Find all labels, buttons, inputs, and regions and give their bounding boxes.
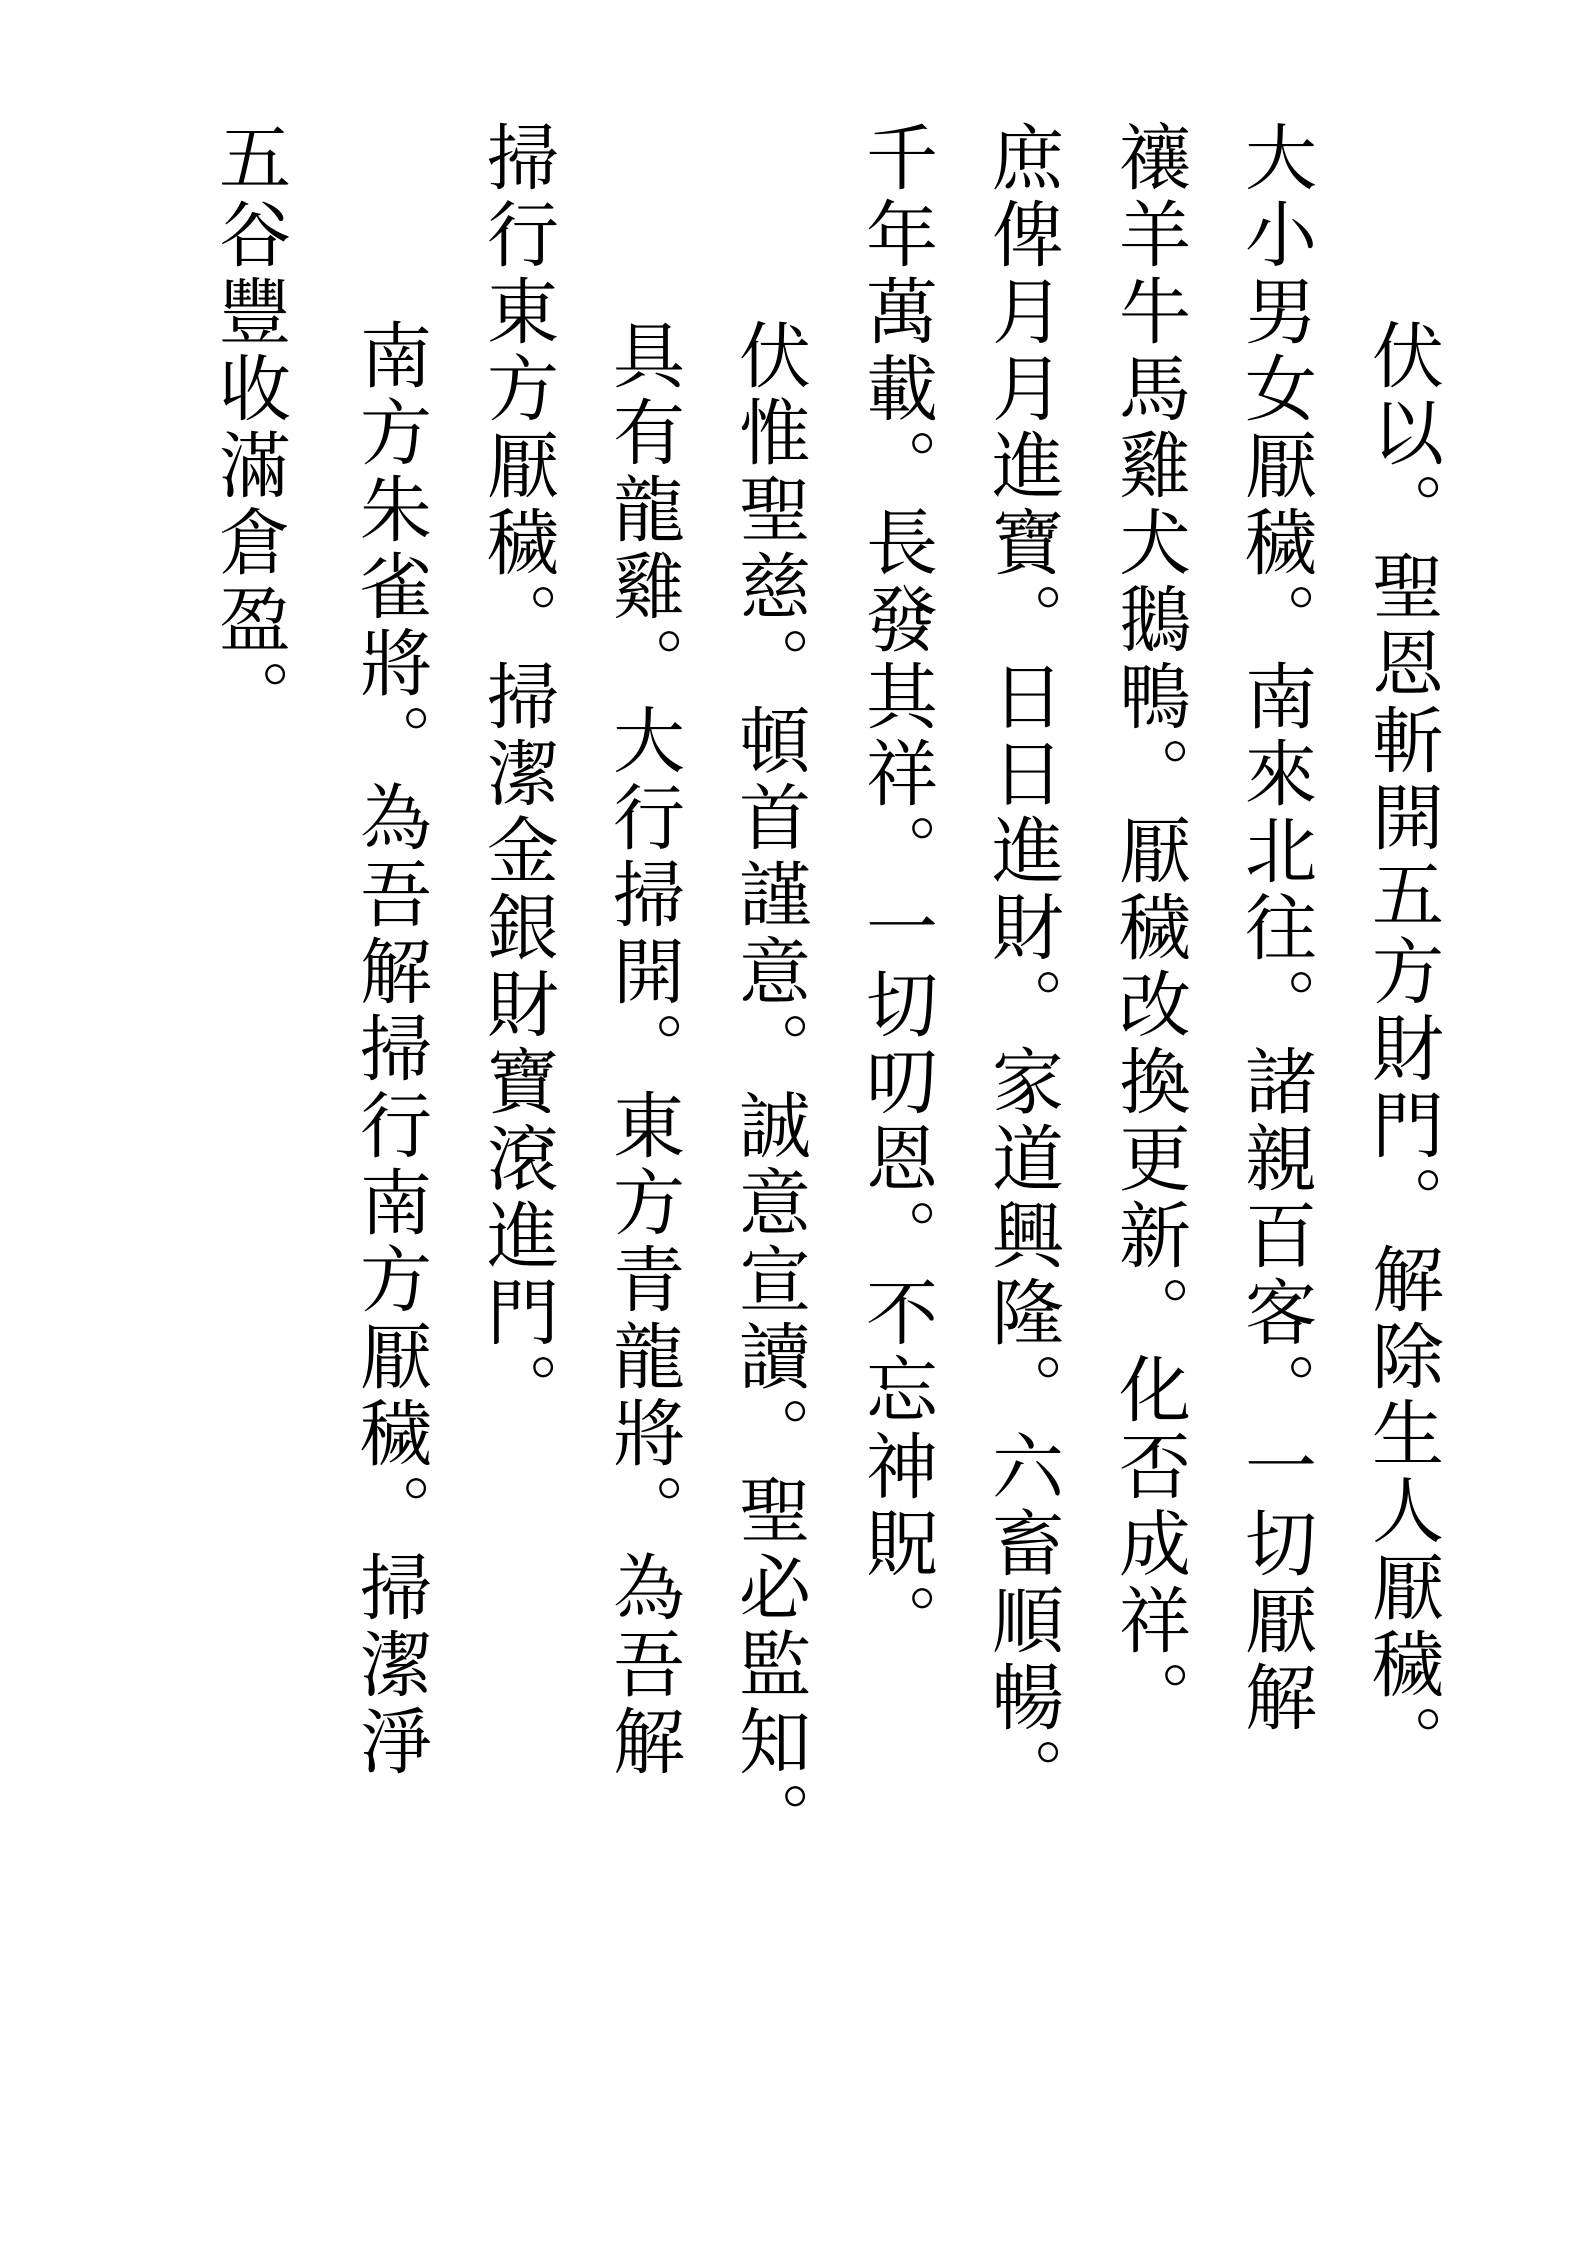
text-column-5: 千年萬載。長發其祥。一切叨恩。不忘神貺。 [854, 120, 938, 1660]
text-column-10: 五谷豐收滿倉盈。 [207, 120, 291, 736]
text-column-2: 大小男女厭穢。南來北往。諸親百客。一切厭解 [1233, 120, 1317, 1737]
text-column-7: 具有龍雞。大行掃開。東方青龍將。為吾解 [601, 318, 685, 1781]
text-column-9: 南方朱雀將。為吾解掃行南方厭穢。掃潔淨 [348, 318, 432, 1781]
text-column-8: 掃行東方厭穢。掃潔金銀財寶滾進門。 [475, 120, 559, 1429]
text-column-4: 庶俾月月進寶。日日進財。家道興隆。六畜順暢。 [980, 120, 1064, 1814]
text-column-3: 禳羊牛馬雞犬鵝鴨。厭穢改換更新。化否成祥。 [1107, 120, 1191, 1737]
text-column-6: 伏惟聖慈。頓首謹意。誠意宣讀。聖必監知。 [727, 318, 811, 1858]
text-column-1: 伏以。聖恩斬開五方財門。解除生人厭穢。 [1360, 318, 1444, 1781]
